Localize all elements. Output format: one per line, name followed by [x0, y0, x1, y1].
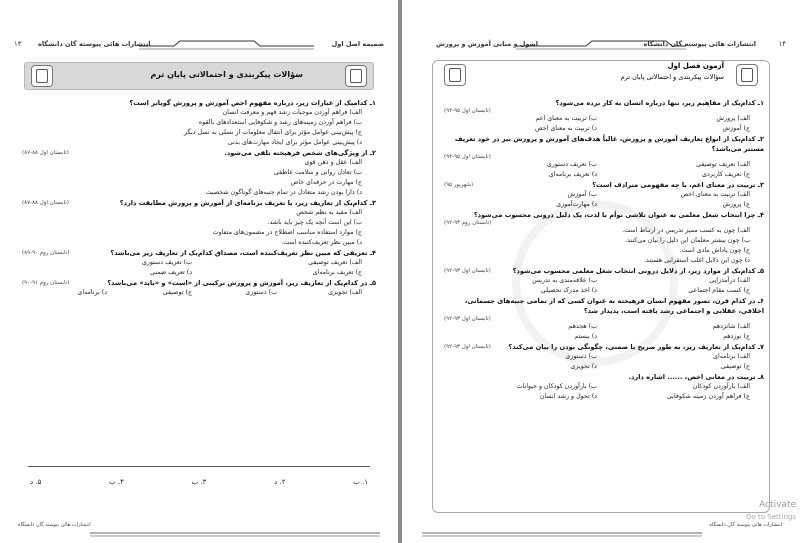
option: ب) تعریف دستوری: [546, 161, 597, 168]
option: ج) تعریف برنامه‌ای: [312, 269, 362, 276]
options-grid: [444, 382, 764, 402]
question: ۴ـ تعریفی که مبین نظر تعریف‌کننده است، مصداق کدام‌یک از تعاریف زیر می‌باشد؟ (تابستان روم ۹۰-۸۹): [22, 249, 376, 257]
question: ۵ـ کدام‌یک از موارد زیر، از دلایل درونی انتخاب شغل معلمی محسوب می‌شود؟ (تابستان اول ۹۳-۹۲): [444, 267, 764, 275]
question-source: (تابستان اول ۹۵-۹۴): [444, 154, 491, 160]
left-footer: انتشارات هائی پیوسته گان دانشگاه: [18, 522, 91, 528]
section-title: سؤالات پیکربندی و احتمالاتی پایان ترم: [150, 70, 303, 79]
option: ج) پرورش: [722, 201, 750, 208]
options-grid: [444, 352, 764, 372]
left-section-banner: [24, 62, 374, 90]
right-book-title: اصول و مبانی آموزش و پرورش: [436, 40, 539, 48]
options-grid: [444, 114, 764, 134]
option: ب) علاقه‌مندی به تدریس: [532, 277, 597, 284]
option: د) مهارت‌آموزی: [556, 201, 597, 208]
option: د) تربیت به معنای اخص: [535, 125, 597, 132]
option: د) مبین نظر تعریف‌کننده است.: [281, 239, 362, 246]
option: ب) آموزش: [567, 191, 597, 198]
option: ب) بارآوردن کودکان و حیوانات: [516, 383, 597, 390]
option: ب) تربیت به معنای اعم: [535, 115, 597, 122]
question: ۸ـ تربیت در معانی اخص، ...... اشاره دارد.: [628, 373, 764, 381]
left-book-title: ضمیمه اصل اول: [331, 40, 384, 48]
question: ۱ـ کدامیک از عبارات زیر، درباره مفهوم اخص آموزش و پرورش گویاتر است؟: [129, 99, 376, 107]
option: الف) تعریف توصیفی: [308, 259, 362, 266]
option: ب) فراهم آوردن زمینه‌های رشد و شکوفایی استعدادهای بالقوه: [198, 119, 362, 126]
question-source: (تابستان روم ۹۰-۸۹): [22, 250, 70, 256]
question-source: (شهریور ۹۵): [444, 182, 474, 188]
option: ب) چون بیشتر معلمان این دلیل را بیان می‌کنند.: [625, 237, 750, 244]
option: ب) دستوری: [565, 353, 597, 360]
question-source: (تابستان اول ۹۵-۹۴): [444, 108, 491, 114]
exam-subtitle: سؤالات پیکربندی و احتمالاتی پایان ترم: [620, 73, 724, 81]
option: ب) تعادل روانی و سلامت عاطفی: [273, 169, 362, 176]
option: ج) پیش‌بینی عوامل مؤثر برای انتقال معلومات از نسلی به نسل دیگر: [184, 129, 362, 136]
option: الف) تعریف توصیفی: [696, 161, 750, 168]
answer-key: [30, 478, 368, 490]
right-footer-ornament: [422, 530, 782, 538]
question: ۴ـ چرا انتخاب شغل معلمی به عنوان تلاشی توأم با لذت، یک دلیل درونی محسوب می‌شود؟: [473, 211, 764, 219]
question-source: (تابستان روم ۹۱-۹۰): [22, 280, 70, 286]
option: الف) بارآوردن کودکان: [692, 383, 750, 390]
option: د) پیش‌بینی عوامل مؤثر برای ایجاد مهارت‌های بدنی: [227, 139, 362, 146]
option: الف) فراهم آوردن موجبات رشد فهم و معرفت انسان: [222, 109, 362, 116]
option: د) تعریف ضمنی: [150, 269, 192, 276]
option: ب) دستوری: [245, 289, 277, 296]
right-header: [416, 40, 786, 54]
left-header: [14, 40, 384, 54]
option: د) تجویزی: [570, 363, 597, 370]
right-page-number: ۱۴: [778, 40, 786, 48]
exam-header: [438, 62, 764, 88]
option: الف) پرورش: [716, 115, 750, 122]
option: الف) مقید به نظم شخص: [296, 209, 362, 216]
answer-item: ۵. د: [30, 478, 42, 486]
question-source: (تابستان اول ۹۳-۹۲): [444, 316, 491, 322]
answer-item: ۴. ب: [109, 478, 124, 486]
question-source: (تابستان اول ۹۳-۹۲): [444, 268, 491, 274]
option: ج) توصیفی: [720, 363, 750, 370]
left-header-ornament: [14, 40, 384, 54]
option: د) چون این دلایل اغلب استقرایی هستند.: [644, 257, 750, 264]
question-source: (تابستان اول ۹۳-۹۲): [444, 344, 491, 350]
left-questions: [22, 98, 376, 298]
left-page: [0, 0, 398, 543]
right-header-ornament: [416, 40, 786, 54]
option: د) تحول و رشد انسان: [539, 393, 597, 400]
options-grid: [444, 276, 764, 296]
right-publisher: انتشارات هائی پیوسته گان دانشگاه: [643, 40, 756, 48]
option: د) دارا بودن رشد متعادل در تمام جنبه‌های گوناگون شخصیت: [205, 189, 362, 196]
left-page-number: ۱۳: [14, 40, 22, 48]
right-banner-emblem-icon: [345, 65, 367, 87]
question: ۳ـ کدام‌یک از تعاریف زیر، با تعریف برنامه‌ای از آموزش و پرورش مطابقت دارد؟ (تابستان اول ۸۸-۸۷): [22, 199, 376, 207]
options-row: [22, 288, 376, 298]
options-grid: [22, 258, 376, 278]
left-publisher: انتشارات هائی پیوسته گان دانشگاه: [38, 40, 151, 48]
option: ج) تعریف کاربردی: [702, 171, 750, 178]
question-source: (تابستان روم ۹۳-۹۲): [444, 220, 492, 226]
option: د) برنامه‌ای: [77, 289, 107, 296]
answer-item: ۳. ب: [191, 478, 207, 486]
options-grid: [444, 190, 764, 210]
options-grid: [444, 322, 764, 342]
option: د) بیستم: [574, 333, 597, 340]
option: ج) نوزدهم: [723, 333, 750, 340]
option: ب) هجدهم: [568, 323, 597, 330]
option: ج) آموزش: [722, 125, 750, 132]
question: ۶ـ در کدام قرن، تصور مفهوم انسان فرهیخته به عنوان کسی که از تمامی جنبه‌های جسمانی، اخلاقی، عقلانی و اجتماعی رشد یافته است، پدیدار شد؟: [464, 297, 764, 315]
option: ج) مهارت در حرفه‌ای خاص: [290, 179, 362, 186]
option: الف) تجویزی: [328, 289, 362, 296]
question: ۲ـ از ویژگی‌های شخص فرهیخته تلقی می‌شود. (تابستان اول ۸۸-۸۷): [22, 149, 376, 157]
option: الف) برنامه‌ای: [713, 353, 750, 360]
right-footer: انتشارات هائی پیوسته گان دانشگاه: [709, 522, 782, 528]
question: ۵ـ در کدام‌یک از تعاریف زیر، آموزش و پرورش ترکیبی از «است» و «باید» می‌باشد؟ (تابستان روم ۹۱-۹۰): [22, 279, 376, 287]
options-grid: [444, 160, 764, 180]
question: ۱ـ کدام‌یک از مفاهیم زیر، تنها درباره انسان به کار برده می‌شود؟: [555, 99, 764, 107]
option: الف) عقل و ذهن قوی: [304, 159, 362, 166]
question: ۷ـ کدام‌یک از تعاریف زیر، به طور صریح یا ضمنی، چگونگی بودن را بیان می‌کند؟ (تابستان اول ۹۳-۹۲): [444, 343, 764, 351]
left-footer-ornament: [20, 530, 380, 538]
option: ج) کسب مقام اجتماعی: [688, 287, 750, 294]
option: د) اخذ مدرک تحصیلی: [540, 287, 597, 294]
option: ج) توصیفی: [162, 289, 192, 296]
option: الف) شانزدهم: [712, 323, 750, 330]
question-source: (تابستان اول ۸۸-۸۷): [22, 150, 69, 156]
option: الف) تربیت به معنای اخص: [680, 191, 750, 198]
exam-emblem-icon-2: [444, 64, 466, 86]
answer-item: ۱. ب: [353, 478, 368, 486]
exam-emblem-icon: [736, 64, 758, 86]
right-page: [402, 0, 800, 543]
question: ۲ـ کدام‌یک از انواع تعاریف آموزش و پرورش، غالباً هدف‌های آموزش و پرورش نیز در خود تعریف مستتر می‌باشد؟: [454, 135, 764, 153]
left-banner-emblem-icon: [31, 65, 53, 87]
exam-title: آزمون فصل اول: [667, 62, 724, 70]
option: ج) فراهم آوردن زمینه شکوفایی: [666, 393, 750, 400]
activate-windows-text: Activate: [759, 500, 796, 510]
activate-windows-subtext: Go to Settings: [746, 513, 796, 521]
question-source: (تابستان اول ۸۸-۸۷): [22, 200, 69, 206]
answer-divider: [28, 466, 370, 467]
option: د) تعریف برنامه‌ای: [548, 171, 597, 178]
right-questions: [444, 98, 764, 402]
option: ب) این است آنچه یک چیز باید باشد.: [267, 219, 362, 226]
option: ج) موارد استفاده مناسب اصطلاح در مضمون‌های متفاوت: [212, 229, 362, 236]
option: ب) تعریف دستوری: [141, 259, 192, 266]
option: الف) درآمدزایی: [709, 277, 750, 284]
answer-item: ۲. د: [274, 478, 286, 486]
question: ۳ـ تربیت در معنای اعم، با چه مفهومی مترادف است؟ (شهریور ۹۵): [444, 181, 764, 189]
option: ج) چون پاداش مادی است.: [679, 247, 750, 254]
option: الف) چون به کسب ممیز تدریس در ارتباط است.: [622, 227, 750, 234]
